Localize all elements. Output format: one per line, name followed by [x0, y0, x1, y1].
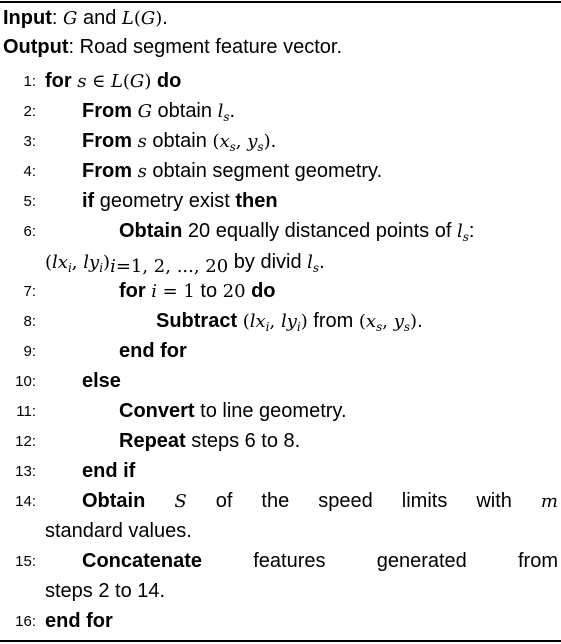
algo-line-5: if geometry exist then: [82, 190, 278, 212]
line-number: 3:: [23, 133, 36, 150]
input-line: Input: G and L(G).: [3, 7, 168, 29]
bottom-rule: [0, 640, 561, 642]
line-number: 15:: [15, 553, 36, 570]
algo-line-13: end if: [82, 460, 136, 482]
line-number: 14:: [15, 493, 36, 510]
algo-line-15-cont: steps 2 to 14.: [45, 580, 166, 602]
algo-line-12: Repeat steps 6 to 8.: [119, 430, 301, 452]
line-number: 11:: [16, 403, 36, 420]
algo-line-14-cont: standard values.: [45, 520, 192, 542]
line-number: 12:: [15, 433, 36, 450]
line-number: 16:: [15, 613, 36, 630]
line-number: 5:: [23, 193, 36, 210]
algo-line-6: Obtain 20 equally distanced points of $l_s$:: [119, 220, 475, 244]
line-number: 8:: [23, 313, 36, 330]
line-number: 9:: [23, 343, 36, 360]
algo-line-8: Subtract ($lx_i$, $ly_i$) from ($x_s$, $y_s$).: [156, 310, 423, 334]
input-label: Input: [3, 7, 52, 29]
algo-line-3: From s obtain ($x_s$, $y_s$).: [82, 130, 277, 154]
line-number: 4:: [23, 163, 36, 180]
output-label: Output: [3, 36, 69, 58]
algo-line-4: From s obtain segment geometry.: [82, 160, 383, 182]
line-number: 6:: [23, 223, 36, 240]
output-line: [3, 35, 342, 59]
algo-line-9: end for: [119, 340, 187, 362]
line-number: 13:: [15, 463, 36, 480]
line-number: 10:: [15, 373, 36, 390]
algo-line-16: end for: [45, 610, 113, 632]
line-number: 7:: [23, 283, 36, 300]
algo-line-14: Obtain S of the speed limits with m: [82, 490, 558, 512]
algo-line-11: Convert to line geometry.: [119, 400, 347, 422]
line-number: 2:: [23, 103, 36, 120]
algo-line-1: for s ∈ L(G) do: [45, 70, 182, 92]
algo-line-10: else: [82, 370, 121, 392]
algo-line-7: for i = 1 to 20 do: [119, 280, 276, 302]
top-rule: [0, 1, 561, 3]
output-text: : Road segment feature vector.: [68, 36, 343, 58]
line-number: 1:: [23, 73, 36, 90]
algo-line-15: Concatenate features generated from: [82, 550, 558, 572]
algo-line-2: From G obtain $l_s$.: [82, 100, 236, 124]
algo-line-6-cont: ($lx_i$, $ly_i)_{i=1, 2, ..., 20}$ by divid $l_s$.: [45, 251, 325, 277]
